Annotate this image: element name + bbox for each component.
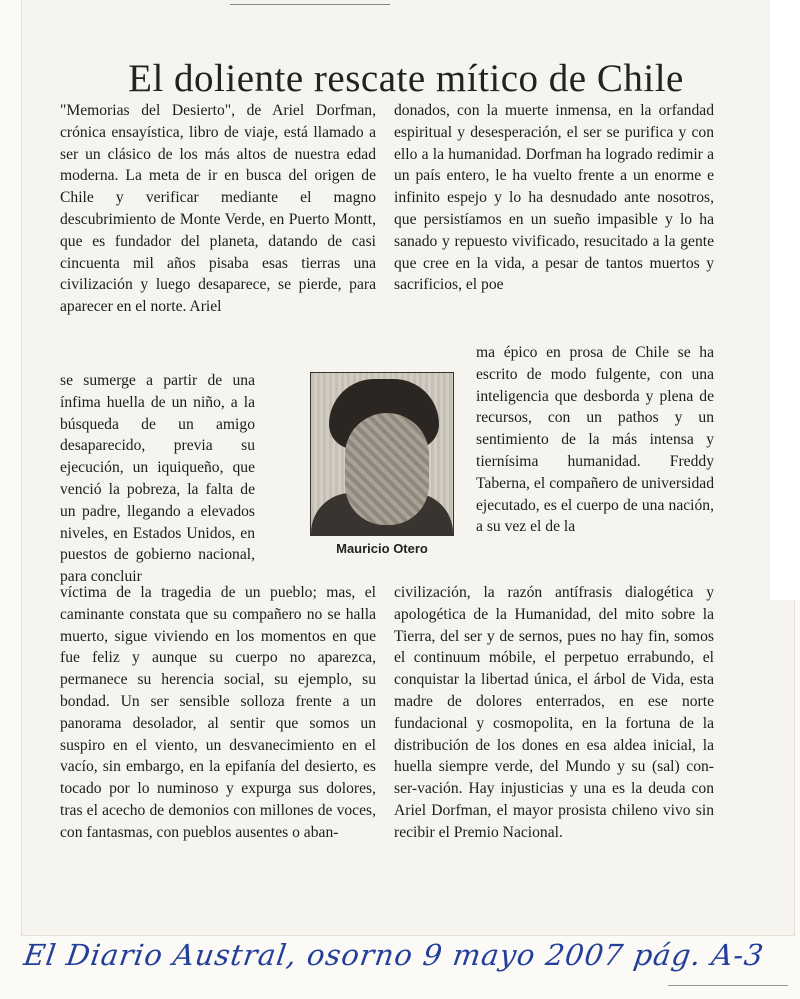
- article-paragraph: donados, con la muerte inmensa, en la orfandad espiritual y desesperación, el ser se purifica y con ello a la humanidad. Dorfman ha logrado redimir a un país entero, le ha vuelto frente a un enorme e infinito espejo y lo ha desnudado ante nosotros, que persistíamos en un sueño impasible y lo ha sanado y repuesto vivificado, resucitado a la gente que cree en la vida, a pesar de tantos muertos y sacrificios, el poe: [394, 102, 714, 294]
- author-photo: [310, 372, 454, 536]
- column-1-top: [60, 100, 376, 318]
- column-1-middle: [60, 370, 255, 588]
- column-2-bottom: [394, 582, 714, 844]
- page-margin: [770, 0, 800, 600]
- handwritten-source-note: El Diario Austral, osorno 9 mayo 2007 pág. A-3: [21, 938, 767, 972]
- underline-mark: [668, 985, 788, 986]
- column-1-bottom: [60, 582, 376, 844]
- column-2-middle: [476, 342, 714, 538]
- article-paragraph: civilización, la razón antífrasis dialogética y apologética de la Humanidad, del mito sobre la Tierra, del ser y de sernos, pues no hay fin, somos el continuum móbile, el perpetuo errabundo, el conquistar la libertad única, el árbol de Vida, esta madre de dolores enterrados, en ese norte fundacional y cosmopolita, en la fortuna de la distribución de los dones en esa aldea inicial, la huella siempre verde, del Mundo y su (sal) con-ser-vación. Hay injusticias y una es la deuda con Ariel Dorfman, el mayor prosista chileno vivo sin recibir el Premio Nacional.: [394, 584, 714, 841]
- article-paragraph: "Memorias del Desierto", de Ariel Dorfman, crónica ensayística, libro de viaje, está llamado a ser un clásico de los más altos de nuestra edad moderna. La meta de ir en busca del origen de Chile y verificar mediante el magno descubrimiento de Monte Verde, en Puerto Montt, que es fundador del planeta, datando de casi cincuenta mil años pisaba esas tierras una civilización y luego desaparece, se pierde, para aparecer en el norte. Ariel: [60, 102, 376, 316]
- clipping-top-edge: [230, 0, 390, 5]
- article-paragraph: víctima de la tragedia de un pueblo; mas, el caminante constata que su compañero no se halla muerto, sigue viviendo en los momentos en que fue feliz y aunque su cuerpo no aparezca, permanece su herencia social, su ejemplo, su bondad. Un ser sensible solloza frente a un panorama desolador, al sentir que somos un suspiro en el viento, un desvanecimiento en el vacío, sin embargo, en la epifanía del desierto, es tocado por lo numinoso y expurga sus dolores, tras el acecho de demonios con millones de voces, con fantasmas, con pueblos ausentes o aban-: [60, 584, 376, 841]
- article-paragraph: se sumerge a partir de una ínfima huella de un niño, a la búsqueda de un amigo desaparecido, previa su ejecución, un iquiqueño, que venció la pobreza, la falta de un padre, llegando a elevados niveles, en Estados Unidos, en puestos de gobierno nacional, para concluir: [60, 372, 255, 586]
- article-headline: El doliente rescate mítico de Chile: [128, 57, 684, 101]
- photo-caption: Mauricio Otero: [336, 541, 428, 556]
- column-2-top: [394, 100, 714, 296]
- article-paragraph: ma épico en prosa de Chile se ha escrito de modo fulgente, con una inteligencia que desborda y plena de recursos, con un pathos y un sentimiento de la más intensa y tiernísima humanidad. Freddy Taberna, el compañero de universidad ejecutado, es el cuerpo de una nación, a su vez el de la: [476, 344, 714, 536]
